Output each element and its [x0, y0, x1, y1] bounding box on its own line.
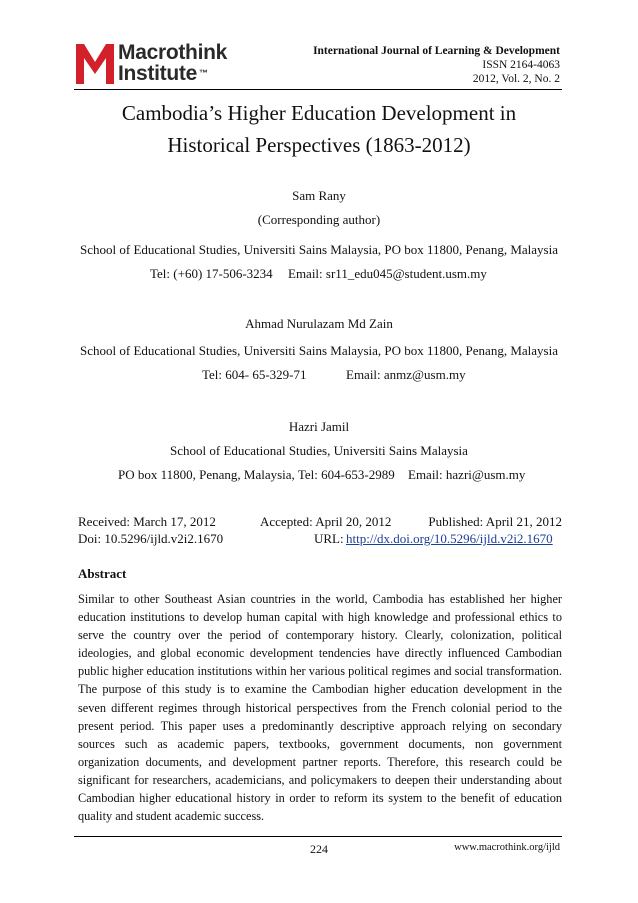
author-name: Ahmad Nurulazam Md Zain	[245, 316, 393, 331]
url-label: URL:	[314, 531, 344, 546]
doi: Doi: 10.5296/ijld.v2i2.1670	[78, 531, 224, 546]
author-name: Hazri Jamil	[288, 419, 350, 434]
page-number: 224	[310, 842, 328, 856]
received-date: Received: March 17, 2012	[78, 514, 216, 529]
published-date: Published: April 21, 2012	[428, 514, 562, 529]
paper-title-line2: Historical Perspectives (1863-2012)	[167, 133, 471, 157]
author-tel: Tel: 604- 65-329-71	[202, 367, 307, 382]
journal-name: International Journal of Learning & Development	[313, 45, 560, 57]
header-divider	[74, 89, 562, 90]
abstract-heading: Abstract	[78, 566, 127, 581]
abstract-text: Similar to other Southeast Asian countries in the world, Cambodia has established her higher education institutions to develop human capital with high knowledge and professional ethics to serve the country over the period of contemporary history. Clearly, colonization, political ideologies, and global economic development tendencies have directly influenced Cambodian public higher education institutions within her various political regimes and social transformation. The purpose of this study is to examine the Cambodian higher education development in the seven different regimes through historical perspectives from the French colonial period to the present period. This paper uses a predominantly descriptive approach relying on secondary sources such as academic papers, textbooks, government documents, non government organization documents, and development partner reports. Therefore, this research could be significant for researchers, academicians, and policymakers to deepen their understanding about Cambodian higher educational history in order to reform its system to the benefit of education quality and student academic success.	[78, 592, 562, 824]
macrothink-logo	[74, 40, 244, 86]
author-affiliation: School of Educational Studies, Universiti Sains Malaysia, PO box 11800, Penang, Malaysia	[80, 343, 558, 358]
author-affiliation: School of Educational Studies, Universiti Sains Malaysia	[170, 443, 468, 458]
author-address-tel: PO box 11800, Penang, Malaysia, Tel: 604-653-2989	[118, 467, 395, 482]
author-affiliation: School of Educational Studies, Universiti Sains Malaysia, PO box 11800, Penang, Malaysia	[80, 242, 558, 257]
volume-issue: 2012, Vol. 2, No. 2	[472, 73, 560, 85]
author-tel: Tel: (+60) 17-506-3234	[150, 266, 273, 281]
author-email[interactable]: Email: sr11_edu045@student.usm.my	[288, 266, 487, 281]
doi-url-link[interactable]: http://dx.doi.org/10.5296/ijld.v2i2.1670	[346, 531, 553, 546]
logo-text-line2: Institute ™	[118, 62, 208, 85]
journal-info	[313, 44, 560, 86]
corresponding-note: (Corresponding author)	[257, 212, 381, 227]
author-name: Sam Rany	[292, 188, 346, 203]
logo-text-line1: Macrothink	[118, 41, 228, 64]
accepted-date: Accepted: April 20, 2012	[260, 514, 392, 529]
issn: ISSN 2164-4063	[482, 59, 560, 71]
author-email[interactable]: Email: hazri@usm.my	[408, 467, 526, 482]
macrothink-m-icon	[74, 40, 116, 86]
author-email[interactable]: Email: anmz@usm.my	[346, 367, 466, 382]
website-link[interactable]: www.macrothink.org/ijld	[454, 842, 560, 853]
footer-divider	[74, 836, 562, 837]
paper-title-line1: Cambodia’s Higher Education Development in	[121, 101, 517, 125]
